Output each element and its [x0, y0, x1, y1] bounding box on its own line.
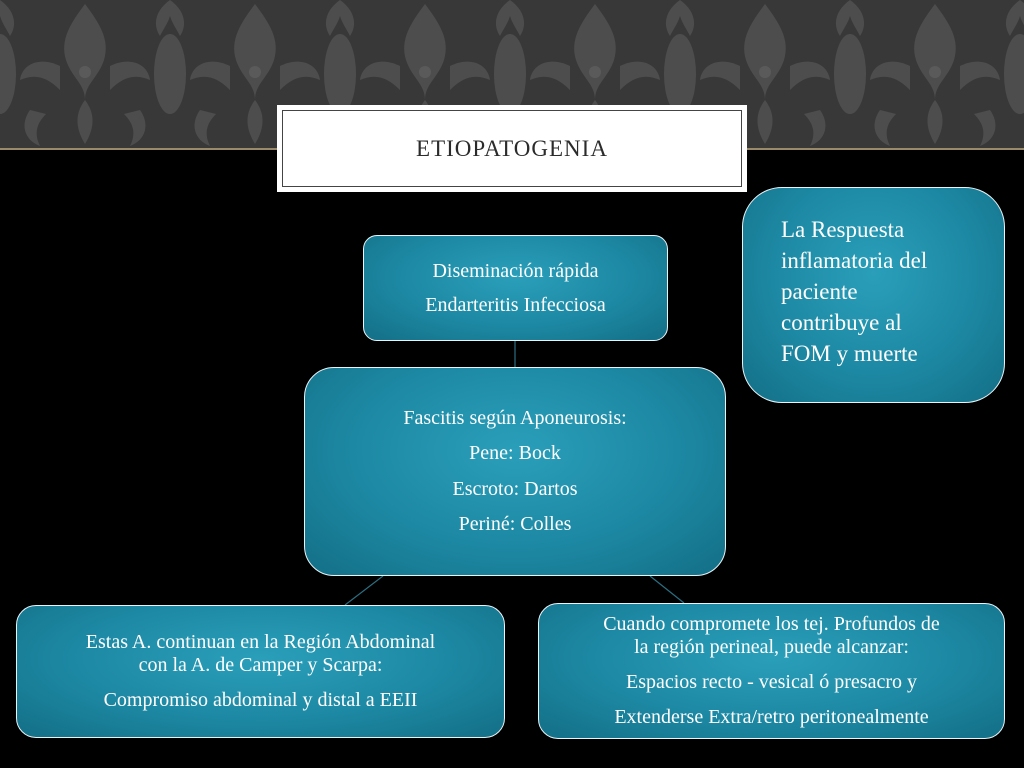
- node-respuesta-line5: FOM y muerte: [781, 341, 918, 366]
- node-diseminacion-line1: Diseminación rápida: [432, 260, 599, 282]
- node-region-perineal-line1: Cuando compromete los tej. Profundos de: [603, 613, 940, 635]
- node-region-perineal-line2: la región perineal, puede alcanzar:: [634, 636, 909, 658]
- node-fascitis: [304, 367, 726, 576]
- node-region-abdominal-line3: Compromiso abdominal y distal a EEII: [103, 689, 418, 711]
- node-respuesta-line2: inflamatoria del: [781, 248, 928, 273]
- node-region-abdominal-line2: con la A. de Camper y Scarpa:: [138, 654, 383, 676]
- node-fascitis-line3: Escroto: Dartos: [452, 477, 578, 500]
- node-fascitis-line1: Fascitis según Aponeurosis:: [403, 406, 627, 429]
- node-fascitis-line2: Pene: Bock: [469, 442, 561, 464]
- node-region-abdominal-line1: Estas A. continuan en la Región Abdominal: [85, 631, 436, 653]
- connector-middle-to-left: [345, 576, 383, 605]
- node-respuesta-line1: La Respuesta: [781, 217, 905, 242]
- node-diseminacion: [363, 235, 668, 341]
- node-diseminacion-line2: Endarteritis Infecciosa: [425, 294, 606, 316]
- node-region-perineal-line4: Extenderse Extra/retro peritonealmente: [614, 706, 929, 728]
- node-respuesta-line3: paciente: [781, 279, 858, 304]
- node-region-perineal: [538, 603, 1005, 739]
- node-region-abdominal: [16, 605, 505, 738]
- connector-middle-to-right: [650, 576, 684, 603]
- slide-title: ETIOPATOGENIA: [416, 135, 608, 161]
- node-region-perineal-line3: Espacios recto - vesical ó presacro y: [626, 671, 917, 693]
- node-respuesta-line4: contribuye al: [781, 310, 902, 335]
- node-fascitis-line4: Periné: Colles: [458, 513, 572, 535]
- node-respuesta-inflamatoria: [742, 187, 1005, 403]
